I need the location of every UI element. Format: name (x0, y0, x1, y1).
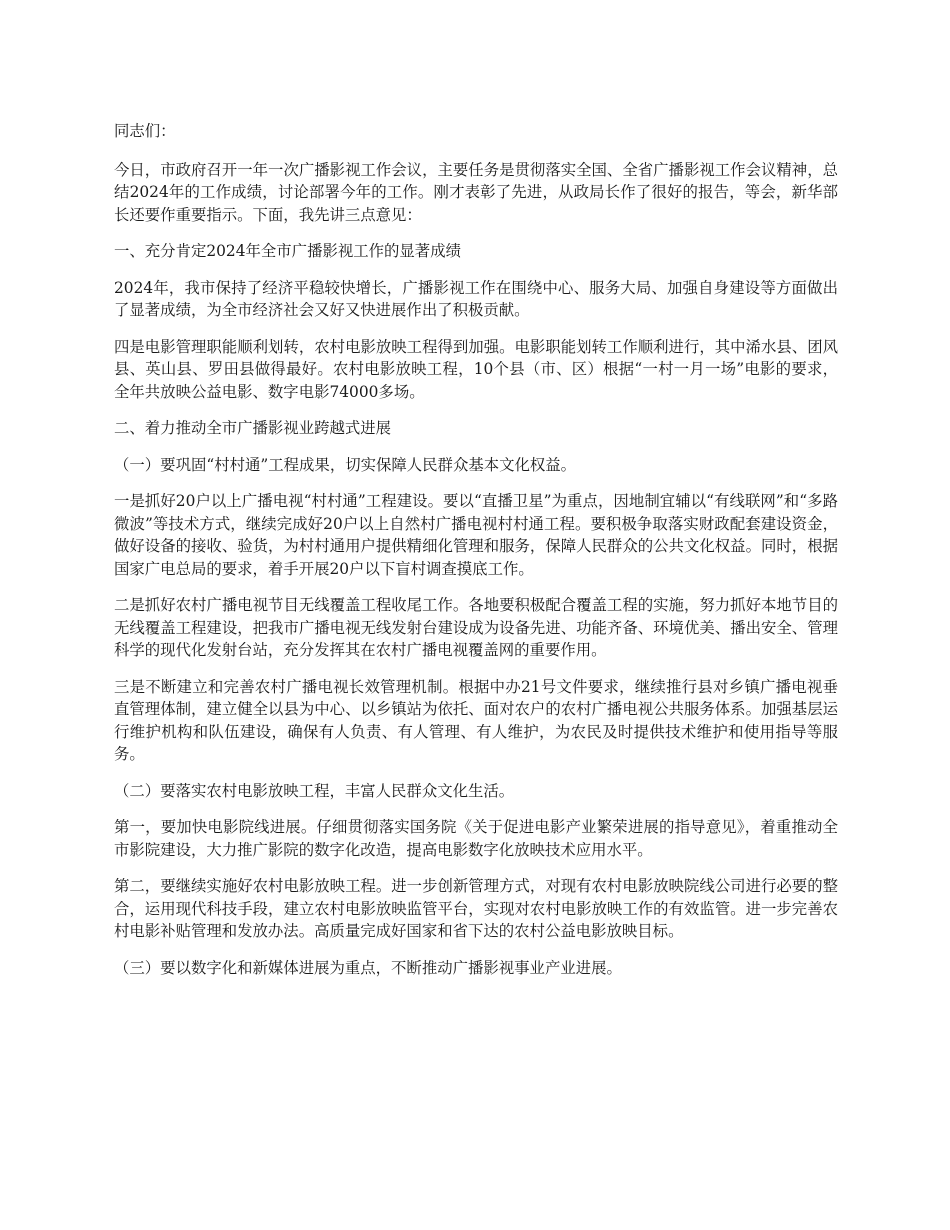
subsection-heading-1: （一）要巩固“村村通”工程成果，切实保障人民群众基本文化权益。 (114, 455, 577, 474)
paragraph-2024-summary: 2024年，我市保持了经济平稳较快增长，广播影视工作在围绕中心、服务大局、加强自身建设等方面做出了显著成绩，为全市经济社会又好又快进展作出了积极贡献。 (114, 278, 838, 319)
subsection-heading-3: （三）要以数字化和新媒体进展为重点，不断推动广播影视事业产业进展。 (114, 958, 622, 977)
paragraph-first: 第一，要加快电影院线进展。仔细贯彻落实国务院《关于促进电影产业繁荣进展的指导意见》，着重推动全市影院建设，大力推广影院的数字化改造，提高电影数字化放映技术应用水平。 (114, 818, 838, 859)
paragraph-film-management: 四是电影管理职能顺利划转，农村电影放映工程得到加强。电影职能划转工作顺利进行，其中浠水县、团风县、英山县、罗田县做得最好。农村电影放映工程，10个县（市、区）根据“一村一月一场”电影的要求，全年共放映公益电影、数字电影74000多场。 (114, 337, 838, 401)
paragraph-point-2: 二是抓好农村广播电视节目无线覆盖工程收尾工作。各地要积极配合覆盖工程的实施，努力抓好本地节目的无线覆盖工程建设，把我市广播电视无线发射台建设成为设备先进、功能齐备、环境优美、播出安全、管理科学的现代化发射台站，充分发挥其在农村广播电视覆盖网的重要作用。 (114, 596, 838, 659)
paragraph-point-3: 三是不断建立和完善农村广播电视长效管理机制。根据中办21号文件要求，继续推行县对乡镇广播电视垂直管理体制，建立健全以县为中心、以乡镇站为依托、面对农户的农村广播电视公共服务体系。加强基层运行维护机构和队伍建设，确保有人负责、有人管理、有人维护，为农民及时提供技术维护和使用指导等服务。 (114, 677, 838, 763)
paragraph-intro: 今日，市政府召开一年一次广播影视工作会议，主要任务是贯彻落实全国、全省广播影视工作会议精神，总结2024年的工作成绩，讨论部署今年的工作。刚才表彰了先进，从政局长作了很好的报告，等会，新华部长还要作重要指示。下面，我先讲三点意见： (114, 160, 838, 224)
section-heading-1: 一、充分肯定2024年全市广播影视工作的显著成绩 (114, 242, 461, 260)
subsection-heading-2: （二）要落实农村电影放映工程，丰富人民群众文化生活。 (114, 781, 515, 800)
document-body (114, 120, 838, 993)
salutation: 同志们： (114, 122, 176, 140)
section-heading-2: 二、着力推动全市广播影视业跨越式进展 (114, 419, 392, 437)
paragraph-point-1: 一是抓好20户以上广播电视“村村通”工程建设。要以“直播卫星”为重点，因地制宜辅以“有线联网”和“多路微波”等技术方式，继续完成好20户以上自然村广播电视村村通工程。要积极争取落实财政配套建设资金，做好设备的接收、验货，为村村通用户提供精细化管理和服务，保障人民群众的公共文化权益。同时，根据国家广电总局的要求，着手开展20户以下盲村调查摸底工作。 (114, 492, 838, 578)
paragraph-second: 第二，要继续实施好农村电影放映工程。进一步创新管理方式，对现有农村电影放映院线公司进行必要的整合，运用现代科技手段，建立农村电影放映监管平台，实现对农村电影放映工作的有效监管。进一步完善农村电影补贴管理和发放办法。高质量完成好国家和省下达的农村公益电影放映目标。 (114, 877, 838, 940)
